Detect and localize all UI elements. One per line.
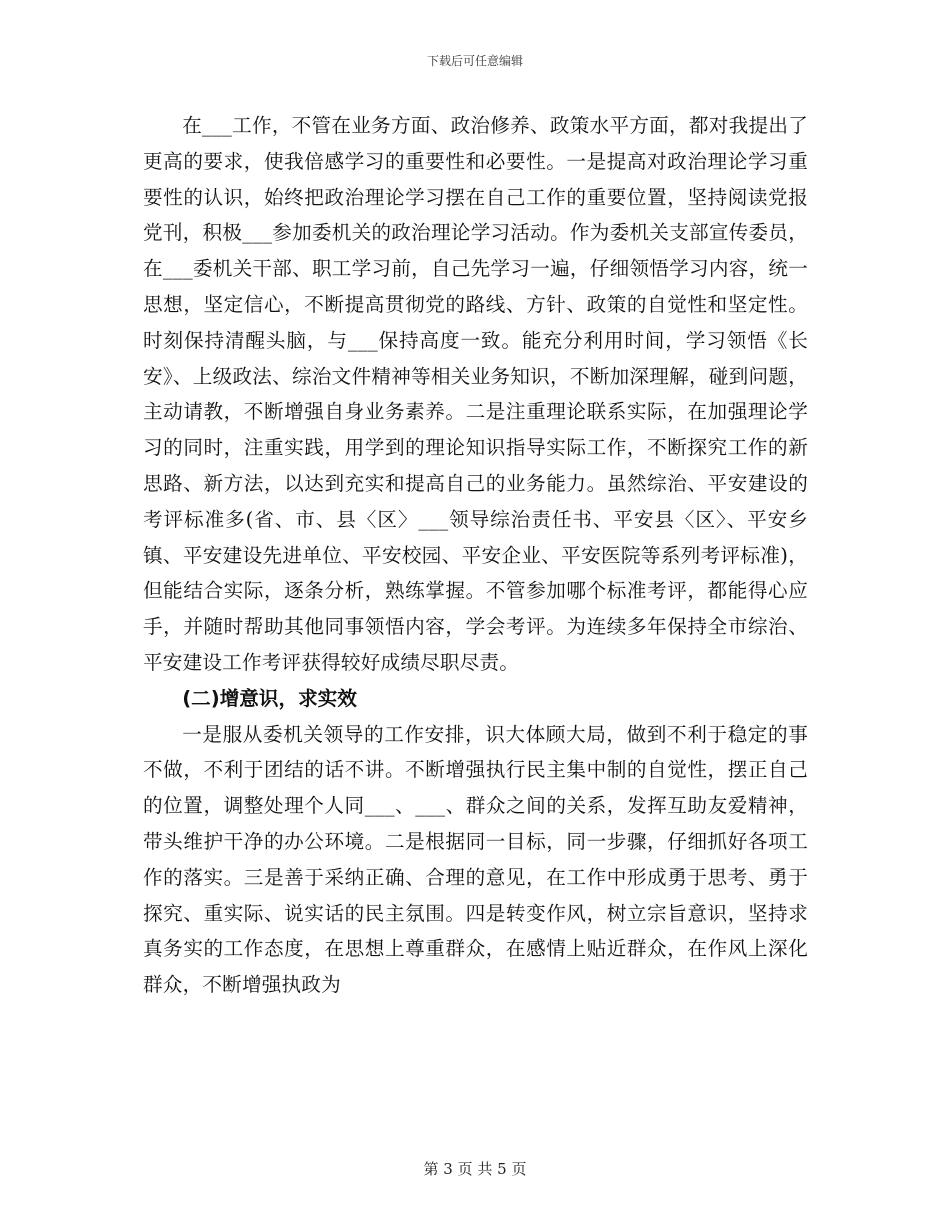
page-header: 下载后可任意编辑 [426, 54, 523, 68]
section-heading: (二)增意识，求实效 [182, 686, 357, 710]
page-number: 第 3 页 共 5 页 [423, 1160, 527, 1178]
document-body [143, 108, 808, 1003]
body-paragraph-2: 一是服从委机关领导的工作安排，识大体顾大局，做到不利于稳定的事不做，不利于团结的话不讲。不断增强执行民主集中制的自觉性，摆正自己的位置，调整处理个人同___、___、群众之间的关系，发挥互助友爱精神，带头维护干净的办公环境。二是根据同一目标，同一步骤，仔细抓好各项工作的落实。三是善于采纳正确、合理的意见，在工作中形成勇于思考、勇于探究、重实际、说实话的民主氛围。四是转变作风，树立宗旨意识，坚持求真务实的工作态度，在思想上尊重群众，在感情上贴近群众，在作风上深化群众，不断增强执政为 [143, 722, 808, 997]
body-paragraph-1: 在___工作，不管在业务方面、政治修养、政策水平方面，都对我提出了更高的要求，使我倍感学习的重要性和必要性。一是提高对政治理论学习重要性的认识，始终把政治理论学习摆在自己工作的重要位置，坚持阅读党报党刊，积极___参加委机关的政治理论学习活动。作为委机关支部宣传委员，在___委机关干部、职工学习前，自己先学习一遍，仔细领悟学习内容，统一思想，坚定信心，不断提高贯彻党的路线、方针、政策的自觉性和坚定性。时刻保持清醒头脑，与___保持高度一致。能充分利用时间，学习领悟《长安》、上级政法、综治文件精神等相关业务知识，不断加深理解，碰到问题，主动请教，不断增强自身业务素养。二是注重理论联系实际，在加强理论学习的同时，注重实践，用学到的理论知识指导实际工作，不断探究工作的新思路、新方法，以达到充实和提高自己的业务能力。虽然综治、平安建设的考评标准多(省、市、县〈区〉___领导综治责任书、平安县〈区〉、平安乡镇、平安建设先进单位、平安校园、平安企业、平安医院等系列考评标准)，但能结合实际，逐条分析，熟练掌握。不管参加哪个标准考评，都能得心应手，并随时帮助其他同事领悟内容，学会考评。为连续多年保持全市综治、平安建设工作考评获得较好成绩尽职尽责。 [143, 114, 808, 674]
